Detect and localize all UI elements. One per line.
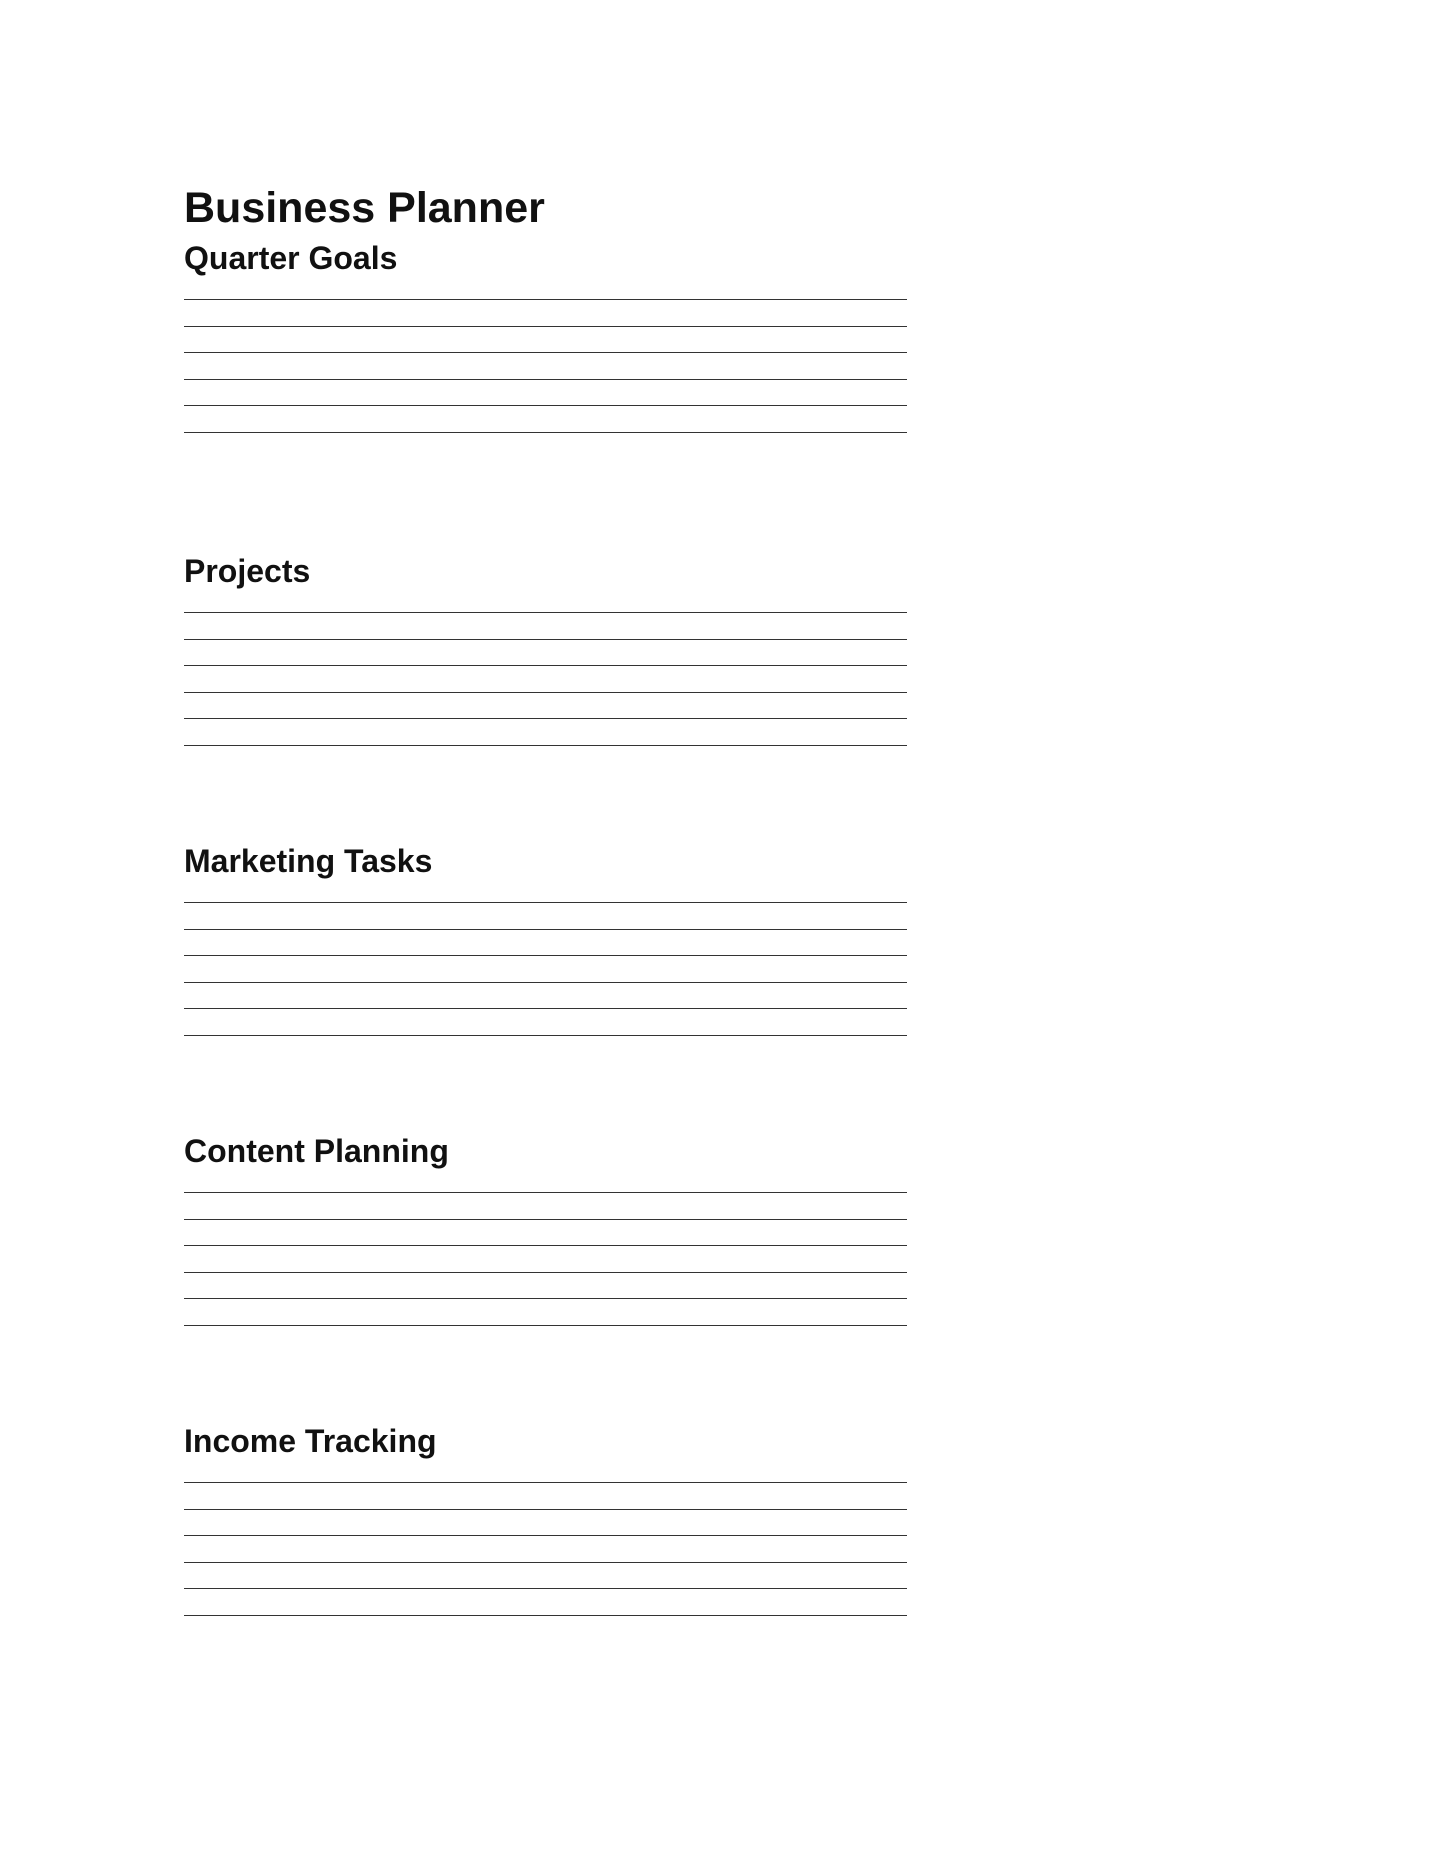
writing-line [184,1325,907,1352]
writing-line [184,432,907,459]
writing-line [184,692,907,719]
writing-lines [184,612,907,771]
writing-line [184,1562,907,1589]
section-heading: Marketing Tasks [184,843,433,879]
writing-line [184,299,907,326]
section-content-planning [184,1131,907,1351]
writing-lines [184,1482,907,1641]
section-heading: Quarter Goals [184,240,398,276]
writing-line [184,665,907,692]
section-heading: Projects [184,553,311,589]
writing-line [184,612,907,639]
writing-line [184,1535,907,1562]
writing-line [184,1272,907,1299]
writing-line [184,1008,907,1035]
section-heading: Income Tracking [184,1423,437,1459]
section-income-tracking [184,1421,907,1641]
writing-line [184,1035,907,1062]
writing-line [184,1219,907,1246]
writing-line [184,929,907,956]
writing-line [184,745,907,772]
writing-line [184,955,907,982]
writing-line [184,982,907,1009]
writing-line [184,902,907,929]
writing-line [184,639,907,666]
section-projects [184,551,907,771]
writing-line [184,352,907,379]
writing-line [184,379,907,406]
writing-line [184,1298,907,1325]
writing-line [184,1245,907,1272]
writing-line [184,326,907,353]
section-marketing-tasks [184,841,907,1061]
section-quarter-goals [184,238,907,458]
writing-line [184,1192,907,1219]
writing-line [184,405,907,432]
writing-line [184,718,907,745]
writing-line [184,1509,907,1536]
writing-line [184,1482,907,1509]
writing-lines [184,299,907,458]
page-title: Business Planner [184,184,545,232]
writing-lines [184,902,907,1061]
writing-lines [184,1192,907,1351]
writing-line [184,1615,907,1642]
section-heading: Content Planning [184,1133,449,1169]
writing-line [184,1588,907,1615]
